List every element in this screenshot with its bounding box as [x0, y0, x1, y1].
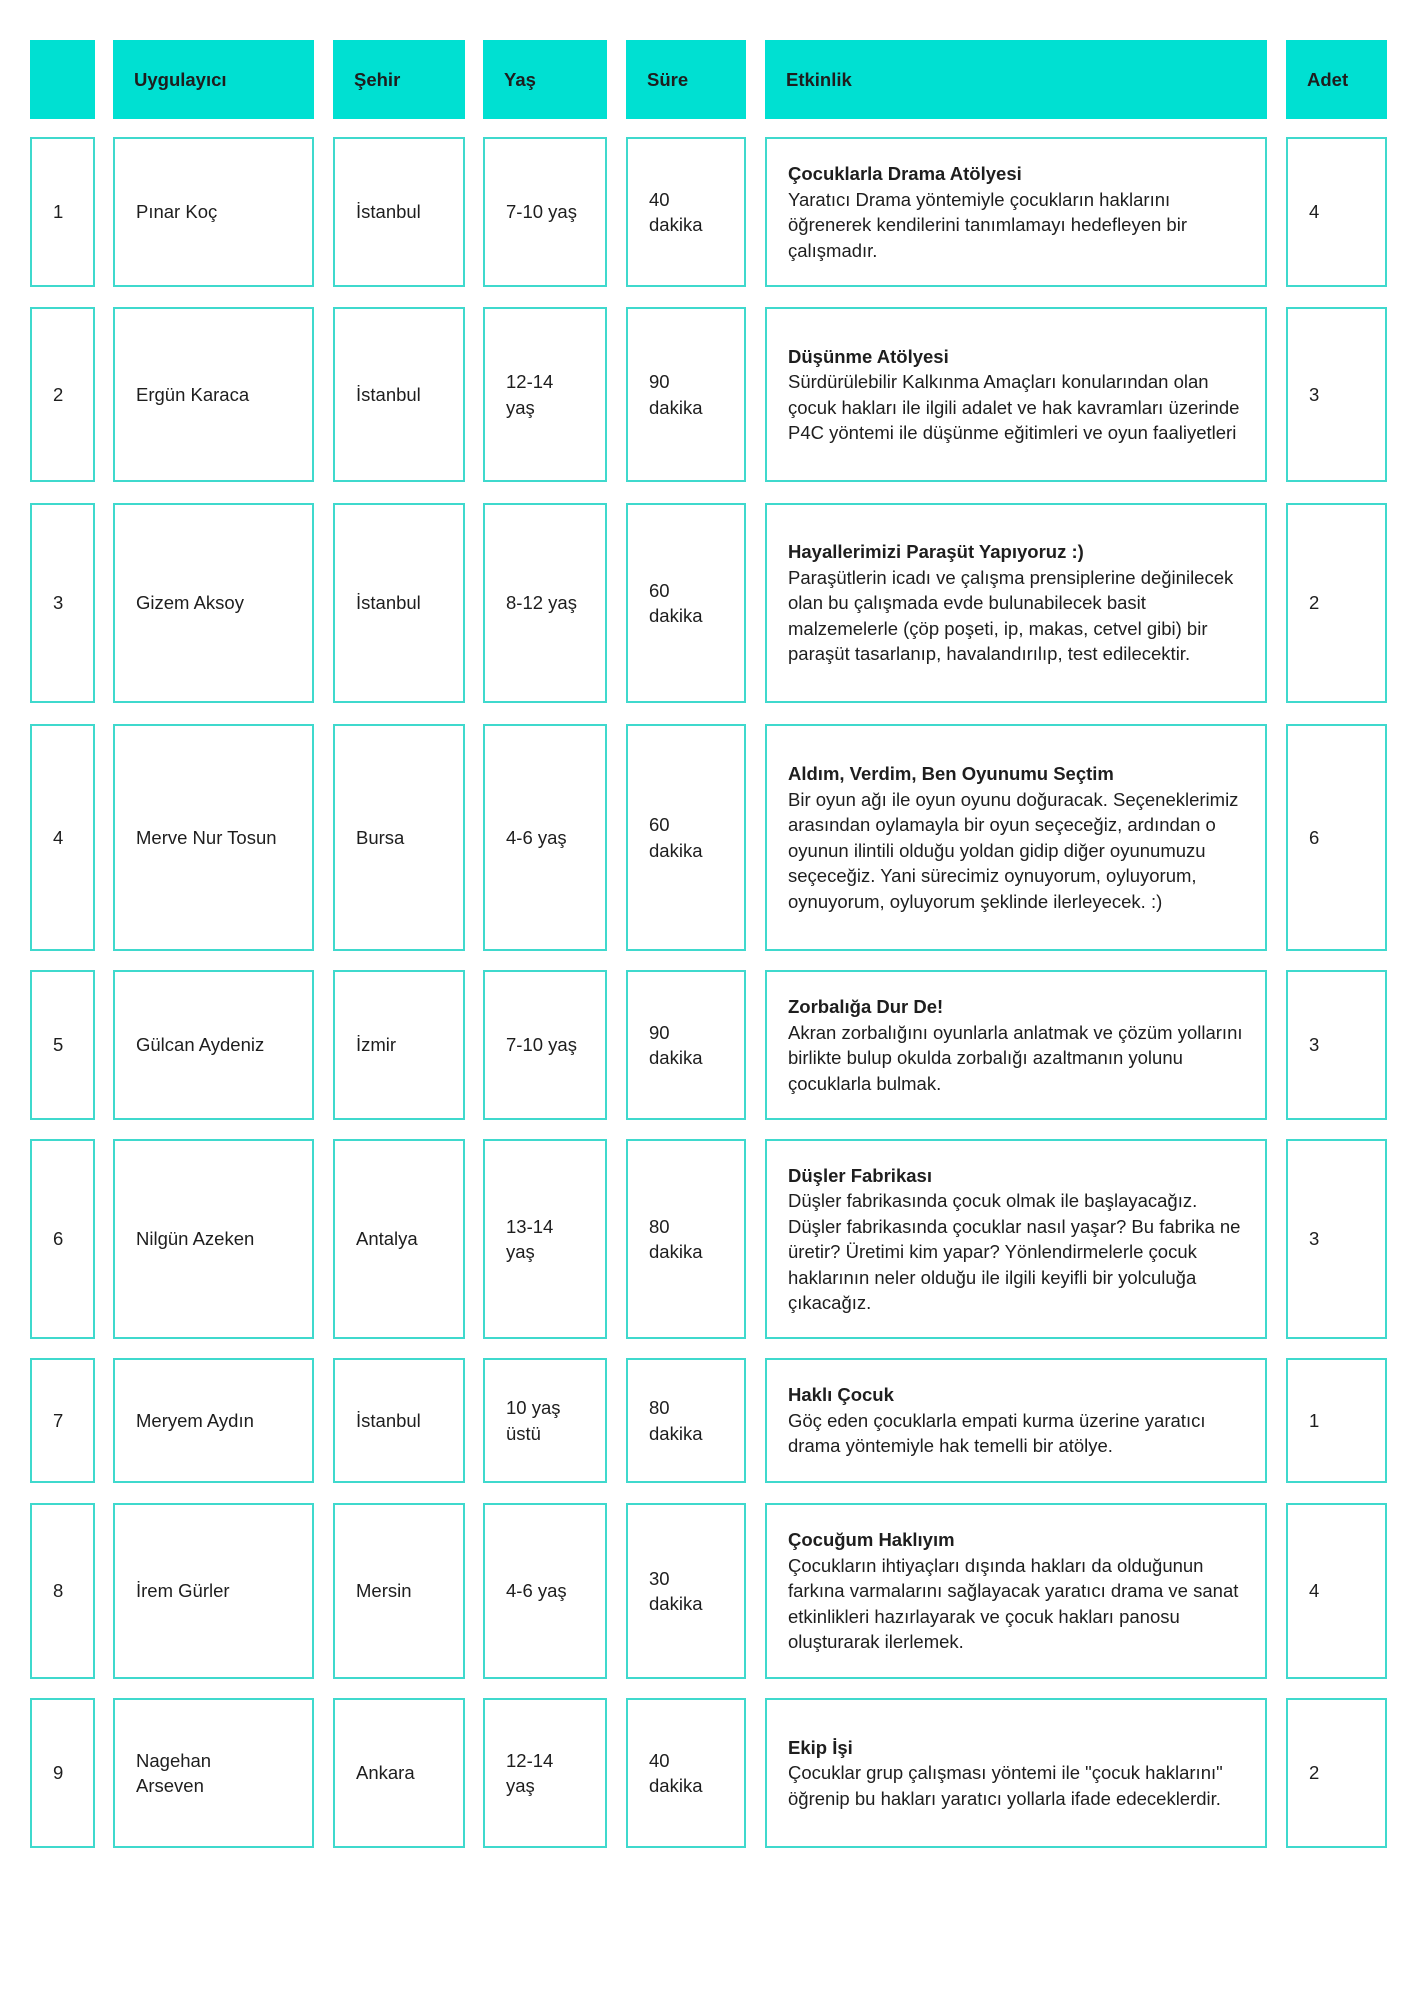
activity-description: Akran zorbalığını oyunlarla anlatmak ve çözüm yollarını birlikte bulup okulda zorbalığı azaltmanın yolunu çocuklarla bulmak.: [788, 1021, 1243, 1094]
activity-cell: [765, 1358, 1267, 1483]
activity-cell: [765, 1698, 1267, 1848]
activity-title: Düşünme Atölyesi: [788, 345, 949, 367]
city-cell: İstanbul: [333, 503, 465, 703]
count-cell: 6: [1286, 724, 1387, 951]
row-number-cell: 6: [30, 1139, 95, 1339]
duration-cell: 40 dakika: [626, 1698, 746, 1848]
activity-description: Bir oyun ağı ile oyun oyunu doğuracak. Seçeneklerimiz arasından oylamayla bir oyun seçeceğiz, ardından o oyunun ilintili olduğu yoldan gidip diğer oyunumuzu seçeceğiz. Yani sürecimiz oynuyorum, oyluyorum, oynuyorum, oyluyorum şeklinde ilerleyecek. :): [788, 788, 1239, 912]
city-cell: İstanbul: [333, 307, 465, 482]
duration-cell: 80 dakika: [626, 1139, 746, 1339]
city-cell: Bursa: [333, 724, 465, 951]
practitioner-cell: Nilgün Azeken: [113, 1139, 314, 1339]
activity-title: Ekip İşi: [788, 1736, 853, 1758]
age-cell: 4-6 yaş: [483, 1503, 607, 1679]
practitioner-cell: Gizem Aksoy: [113, 503, 314, 703]
duration-cell: 40 dakika: [626, 137, 746, 287]
activity-description: Çocuklar grup çalışması yöntemi ile "çocuk haklarını" öğrenip bu hakları yaratıcı yollarla ifade edeceklerdir.: [788, 1762, 1223, 1809]
header-cell-age: Yaş: [483, 40, 607, 119]
city-cell: Mersin: [333, 1503, 465, 1679]
row-number-cell: 1: [30, 137, 95, 287]
row-number-cell: 4: [30, 724, 95, 951]
duration-cell: 60 dakika: [626, 503, 746, 703]
activity-cell: [765, 503, 1267, 703]
header-cell-activity: Etkinlik: [765, 40, 1267, 119]
age-cell: 8-12 yaş: [483, 503, 607, 703]
practitioner-cell: Gülcan Aydeniz: [113, 970, 314, 1120]
activity-description: Düşler fabrikasında çocuk olmak ile başlayacağız. Düşler fabrikasında çocuklar nasıl yaşar? Bu fabrika ne üretir? Üretimi kim yapar? Yönlendirmelerle çocuk haklarının neler olduğu ile ilgili keyifli bir yolculuğa çıkacağız.: [788, 1190, 1241, 1313]
count-cell: 3: [1286, 307, 1387, 482]
activity-cell: [765, 137, 1267, 287]
activity-title: Zorbalığa Dur De!: [788, 996, 944, 1017]
duration-cell: 30 dakika: [626, 1503, 746, 1679]
header-cell-index: [30, 40, 95, 119]
duration-cell: 90 dakika: [626, 970, 746, 1120]
activity-description: Sürdürülebilir Kalkınma Amaçları konularından olan çocuk hakları ile ilgili adalet ve hak kavramları üzerinde P4C yöntemi ile düşünme eğitimleri ve oyun faaliyetleri: [788, 371, 1240, 443]
header-cell-city: Şehir: [333, 40, 465, 119]
count-cell: 2: [1286, 1698, 1387, 1848]
activity-description: Göç eden çocuklarla empati kurma üzerine yaratıcı drama yöntemiyle hak temelli bir atölye.: [788, 1409, 1206, 1457]
activity-title: Çocuklarla Drama Atölyesi: [788, 163, 1022, 184]
count-cell: 3: [1286, 1139, 1387, 1339]
duration-cell: 90 dakika: [626, 307, 746, 482]
city-cell: İzmir: [333, 970, 465, 1120]
activity-cell: [765, 970, 1267, 1120]
activity-title: Hayallerimizi Paraşüt Yapıyoruz :): [788, 541, 1084, 563]
header-cell-count: Adet: [1286, 40, 1387, 119]
row-number-cell: 7: [30, 1358, 95, 1483]
duration-cell: 60 dakika: [626, 724, 746, 951]
practitioner-cell: Merve Nur Tosun: [113, 724, 314, 951]
header-cell-practitioner: Uygulayıcı: [113, 40, 314, 119]
practitioner-cell: Ergün Karaca: [113, 307, 314, 482]
age-cell: 4-6 yaş: [483, 724, 607, 951]
city-cell: Ankara: [333, 1698, 465, 1848]
age-cell: 7-10 yaş: [483, 137, 607, 287]
activity-cell: [765, 1139, 1267, 1339]
count-cell: 1: [1286, 1358, 1387, 1483]
city-cell: İstanbul: [333, 1358, 465, 1483]
activity-title: Düşler Fabrikası: [788, 1164, 932, 1186]
activity-description: Çocukların ihtiyaçları dışında hakları da olduğunun farkına varmalarını sağlayacak yaratıcı drama ve sanat etkinlikleri hazırlayarak ve çocuk hakları panosu oluşturarak ilerlemek.: [788, 1554, 1239, 1653]
activity-title: Çocuğum Haklıyım: [788, 1529, 955, 1551]
age-cell: 12-14 yaş: [483, 307, 607, 482]
header-cell-duration: Süre: [626, 40, 746, 119]
age-cell: 13-14 yaş: [483, 1139, 607, 1339]
activity-description: Yaratıcı Drama yöntemiyle çocukların haklarını öğrenerek kendilerini tanımlamayı hedefleyen bir çalışmadır.: [788, 188, 1187, 261]
practitioner-cell: İrem Gürler: [113, 1503, 314, 1679]
practitioner-cell: Pınar Koç: [113, 137, 314, 287]
activity-cell: [765, 724, 1267, 951]
count-cell: 3: [1286, 970, 1387, 1120]
activity-description: Paraşütlerin icadı ve çalışma prensiplerine değinilecek olan bu çalışmada evde bulunabilecek basit malzemelerle (çöp poşeti, ip, makas, cetvel gibi) bir paraşüt tasarlanıp, havalandırılıp, test edilecektir.: [788, 566, 1234, 665]
city-cell: Antalya: [333, 1139, 465, 1339]
duration-cell: 80 dakika: [626, 1358, 746, 1483]
count-cell: 2: [1286, 503, 1387, 703]
row-number-cell: 3: [30, 503, 95, 703]
age-cell: 10 yaş üstü: [483, 1358, 607, 1483]
row-number-cell: 9: [30, 1698, 95, 1848]
count-cell: 4: [1286, 1503, 1387, 1679]
row-number-cell: 8: [30, 1503, 95, 1679]
activity-title: Aldım, Verdim, Ben Oyunumu Seçtim: [788, 763, 1114, 784]
row-number-cell: 2: [30, 307, 95, 482]
activity-title: Haklı Çocuk: [788, 1384, 894, 1406]
activity-cell: [765, 1503, 1267, 1679]
row-number-cell: 5: [30, 970, 95, 1120]
activity-cell: [765, 307, 1267, 482]
age-cell: 12-14 yaş: [483, 1698, 607, 1848]
city-cell: İstanbul: [333, 137, 465, 287]
practitioner-cell: Nagehan Arseven: [113, 1698, 314, 1848]
practitioner-cell: Meryem Aydın: [113, 1358, 314, 1483]
count-cell: 4: [1286, 137, 1387, 287]
age-cell: 7-10 yaş: [483, 970, 607, 1120]
